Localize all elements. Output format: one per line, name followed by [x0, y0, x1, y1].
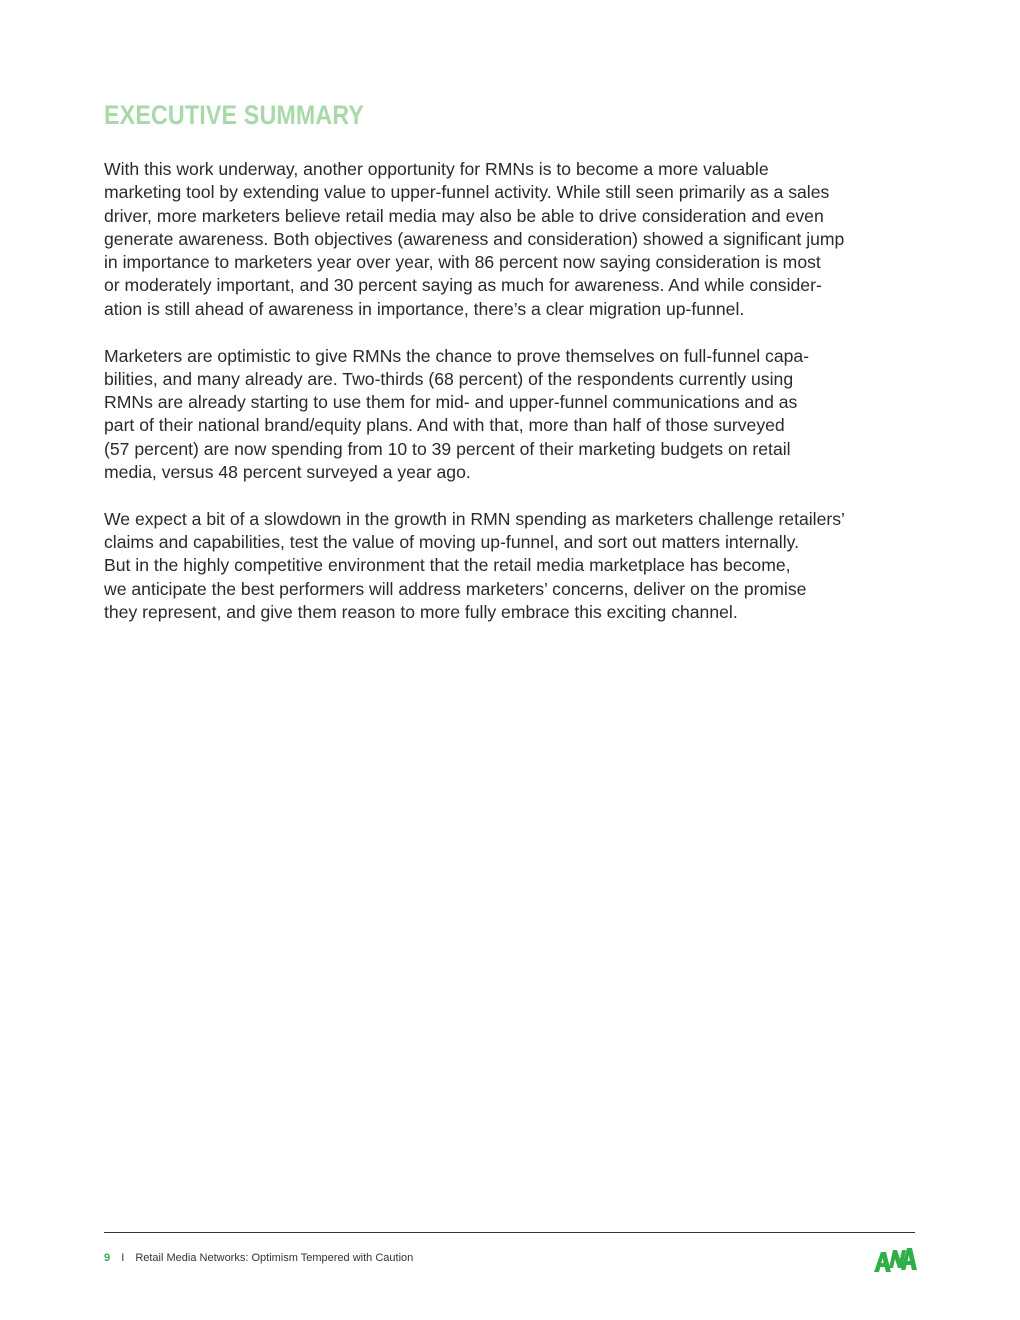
text-line: But in the highly competitive environment that the retail media marketplace has become, — [104, 555, 791, 576]
text-line: claims and capabilities, test the value of moving up-funnel, and sort out matters internally. — [104, 532, 799, 553]
text-line: ation is still ahead of awareness in importance, there’s a clear migration up-funnel. — [104, 298, 745, 319]
ana-logo-icon — [872, 1244, 918, 1274]
text-line: part of their national brand/equity plans. And with that, more than half of those surveyed — [104, 415, 785, 436]
document-title: Retail Media Networks: Optimism Tempered with Caution — [135, 1252, 414, 1264]
text-line: RMNs are already starting to use them for mid- and upper-funnel communications and as — [104, 392, 798, 413]
text-line: in importance to marketers year over year, with 86 percent now saying consideration is most — [104, 252, 821, 273]
text-line: (57 percent) are now spending from 10 to 39 percent of their marketing budgets on retail — [104, 438, 791, 459]
footer-divider — [104, 1232, 915, 1233]
text-line: we anticipate the best performers will address marketers’ concerns, deliver on the promise — [104, 578, 807, 599]
text-line: With this work underway, another opportunity for RMNs is to become a more valuable — [104, 159, 769, 179]
paragraph-3 — [104, 508, 916, 624]
page-title: EXECUTIVE SUMMARY — [104, 100, 365, 130]
text-line: Marketers are optimistic to give RMNs the chance to prove themselves on full-funnel capa- — [104, 345, 810, 366]
text-line: driver, more marketers believe retail media may also be able to drive consideration and even — [104, 205, 824, 226]
footer-separator: I — [121, 1252, 125, 1264]
body-text — [104, 158, 916, 648]
text-line: or moderately important, and 30 percent saying as much for awareness. And while consider- — [104, 275, 822, 296]
text-line: marketing tool by extending value to upper-funnel activity. While still seen primarily as a sales — [104, 182, 830, 203]
text-line: bilities, and many already are. Two-thirds (68 percent) of the respondents currently using — [104, 368, 794, 389]
footer — [104, 1252, 413, 1264]
text-line: generate awareness. Both objectives (awareness and consideration) showed a significant jump — [104, 228, 845, 249]
paragraph-1 — [104, 158, 916, 321]
page-number: 9 — [104, 1252, 111, 1264]
text-line: media, versus 48 percent surveyed a year ago. — [104, 462, 471, 483]
text-line: We expect a bit of a slowdown in the growth in RMN spending as marketers challenge retailers’ — [104, 508, 845, 529]
text-line: they represent, and give them reason to more fully embrace this exciting channel. — [104, 602, 738, 623]
paragraph-2 — [104, 345, 916, 485]
